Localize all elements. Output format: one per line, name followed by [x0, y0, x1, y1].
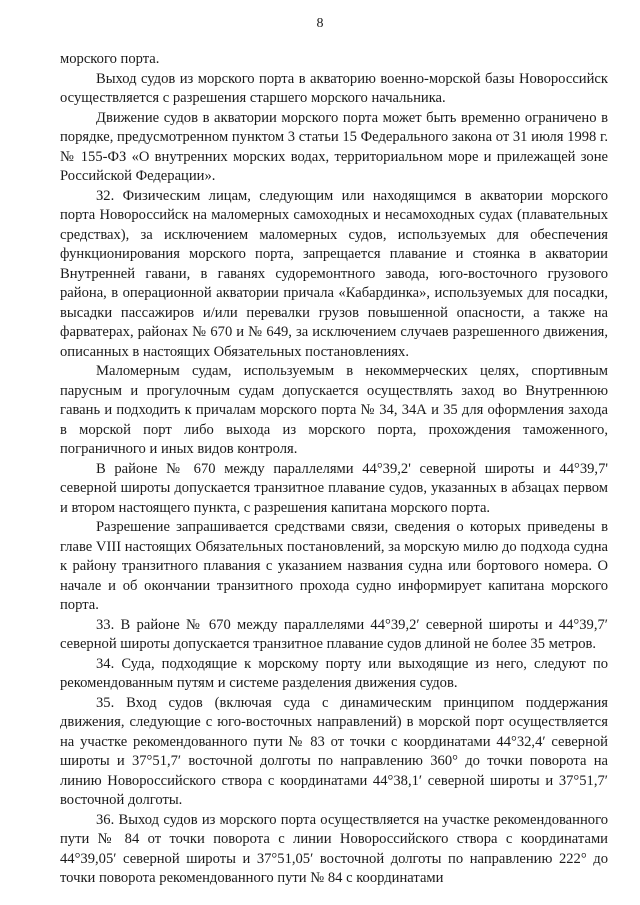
paragraph: Разрешение запрашивается средствами связи, сведения о которых приведены в главе VIII настоящих Обязательных постановлений, за морскую милю до подхода судна к району транзитного плавания с указанием названия судна или бортового номера. О начале и об окончании транзитного прохода судно информирует капитана морского порта.	[60, 519, 609, 613]
paragraph: 36. Выход судов из морского порта осуществляется на участке рекомендованного пути № 84 от точки поворота с линии Новороссийского створа с координатами 44°39,05′ северной широты и 37°51,05′ восточной долготы по направлению 222° до точки поворота рекомендованного пути № 84 с координатами	[60, 811, 608, 886]
paragraph: В районе № 670 между параллелями 44°39,2' северной широты и 44°39,7' северной широты допускается транзитное плавание судов, указанных в абзацах первом и втором настоящего пункта, с разрешения капитана морского порта.	[60, 460, 608, 516]
paragraph: Маломерным судам, используемым в некоммерческих целях, спортивным парусным и прогулочным судам допускается осуществлять заход во Внутреннюю гавань и подходить к причалам морского порта № 34, 34А и 35 для оформления захода в морской порт либо выхода из морского порта, прохождения таможенного, пограничного и иных видов контроля.	[60, 363, 608, 457]
paragraph: морского порта.	[60, 51, 160, 67]
page-number: 8	[316, 16, 324, 31]
paragraph: Движение судов в акватории морского порта может быть временно ограничено в порядке, предусмотренном пунктом 3 статьи 15 Федерального закона от 31 июля 1998 г. № 155-ФЗ «О внутренних морских водах, территориальном море и прилежащей зоне Российской Федерации».	[60, 109, 608, 184]
paragraph: 32. Физическим лицам, следующим или находящимся в акватории морского порта Новороссийск на маломерных самоходных и несамоходных судах (плавательных средствах), за исключением маломерных судов, используемых для обеспечения функционирования морского порта, запрещается плавание и стоянка в акватории Внутренней гавани, в гаванях судоремонтного завода, юго-восточного грузового района, в операционной акватории причала «Кабардинка», используемых для посадки, высадки пассажиров и/или перевалки грузов повышенной опасности, а также на фарватерах, районах № 670 и № 649, за исключением случаев разрешенного движения, описанных в настоящих Обязательных постановлениях.	[60, 187, 608, 360]
paragraph: 35. Вход судов (включая суда с динамическим принципом поддержания движения, следующие с юго-восточных направлений) в морской порт осуществляется на участке рекомендованного пути № 83 от точки с координатами 44°32,4′ северной широты и 37°51,7′ восточной долготы по направлению 360° до точки поворота на линию Новороссийского створа с координатами 44°38,1′ северной широты и 37°51,7′ восточной долготы.	[60, 694, 608, 808]
paragraph: 33. В районе № 670 между параллелями 44°39,2′ северной широты и 44°39,7′ северной широты допускается транзитное плавание судов длиной не более 35 метров.	[60, 616, 608, 652]
document-body	[60, 50, 608, 889]
paragraph: 34. Суда, подходящие к морскому порту или выходящие из него, следуют по рекомендованным путям и системе разделения движения судов.	[60, 655, 608, 691]
paragraph: Выход судов из морского порта в акваторию военно-морской базы Новороссийск осуществляется с разрешения старшего морского начальника.	[60, 70, 608, 106]
